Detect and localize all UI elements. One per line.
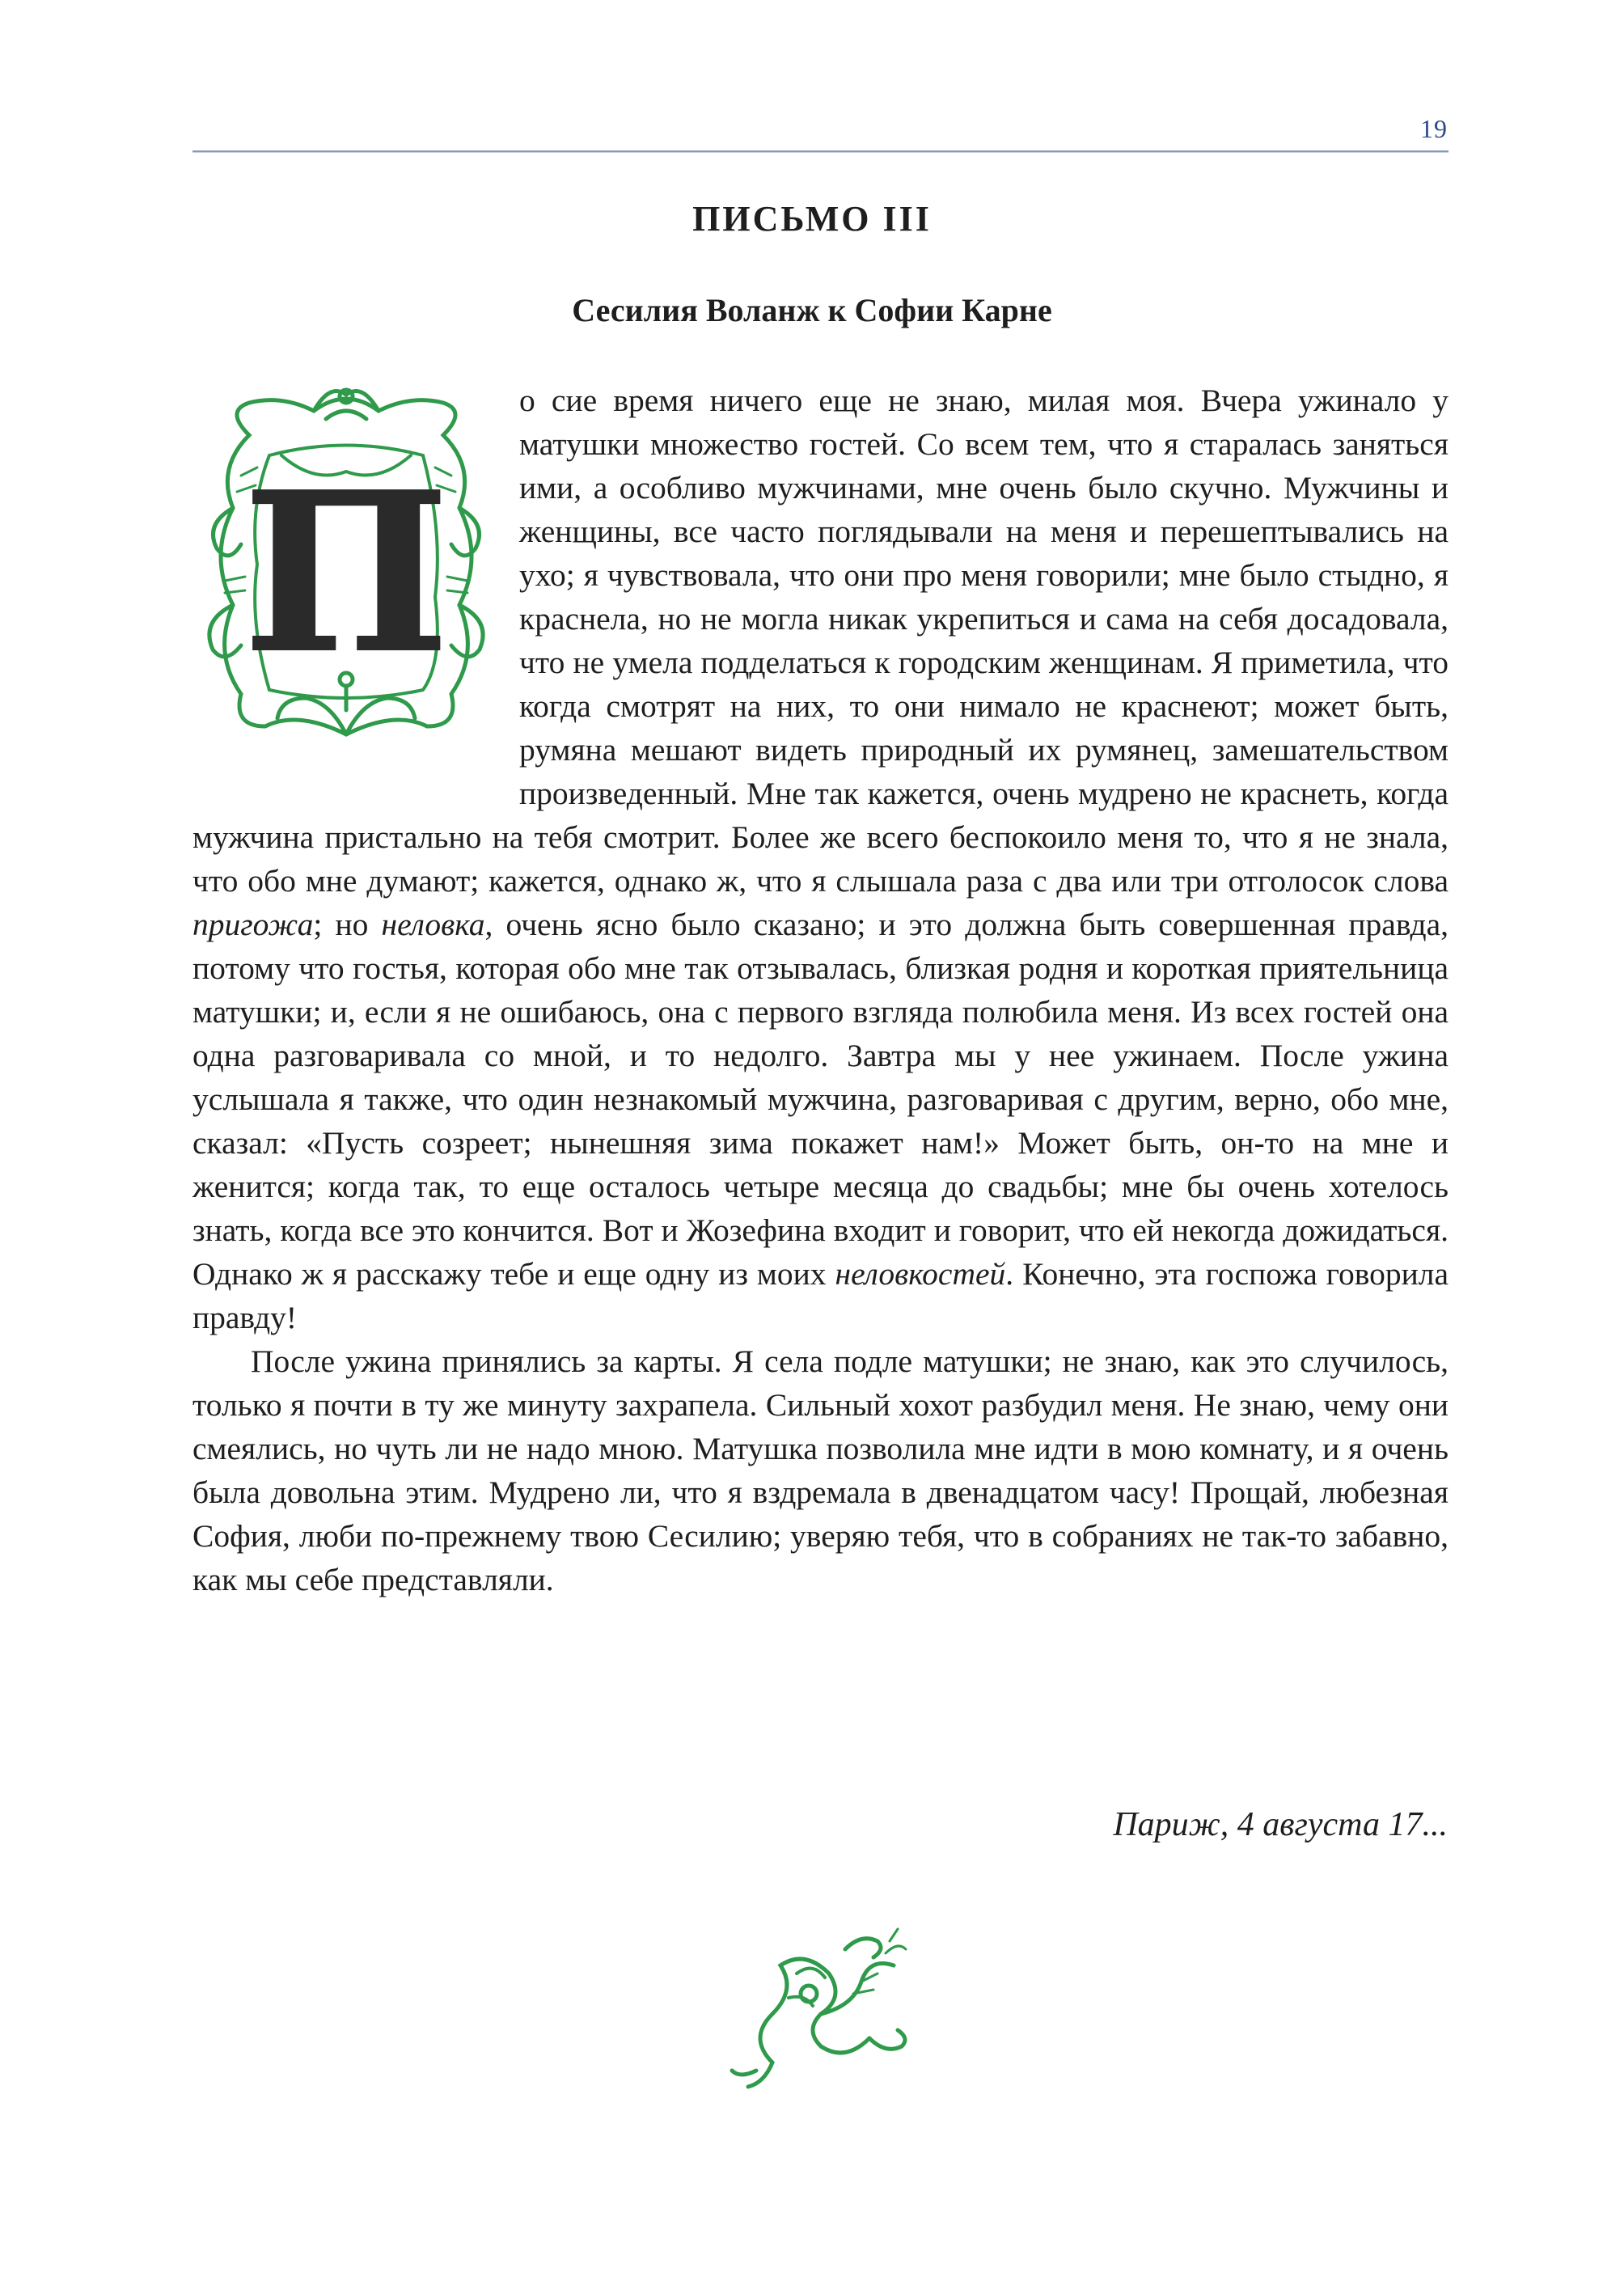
paragraph-1-text: о сие время ничего еще не знаю, милая моя. Вчера ужинало у матушки множество гостей. Со всем тем, что я старалась заняться ими, а особливо мужчинами, мне очень было скучно. Мужчины и женщины, все часто поглядывали на меня и перешептывались на ухо; я чувствовала, что они про меня говорили; мне было стыдно, я краснела, но не могла никак укрепиться и сама на себя досадовала, что не умела подделаться к городским женщинам. Я приметила, что когда смотрят на них, то они нимало не краснеют; может быть, румяна мешают видеть природный их румянец, замешательством произведенный. Мне так кажется, очень мудрено не краснеть, когда мужчина пристально на тебя смотрит. Более же всего беспокоило меня то, что я не знала, что обо мне думают; кажется, однако ж, что я слышала раза с два или три отголосок слова: [192, 383, 1448, 899]
letter-subtitle: Сесилия Воланж к Софии Карне: [572, 292, 1052, 328]
italic-word: неловкостей: [835, 1256, 1006, 1292]
drop-cap: [192, 379, 500, 775]
paragraph-1-text: . Конечно, эта госпожа говорила правду!: [192, 1256, 1448, 1335]
letter-body: [192, 379, 1448, 1601]
letter-signoff: Париж, 4 августа 17...: [1113, 1806, 1448, 1843]
floral-tailpiece-icon: [724, 1917, 918, 2095]
drop-cap-letter: П: [243, 444, 450, 701]
header-rule: [192, 150, 1448, 153]
italic-word: неловка: [381, 907, 485, 942]
italic-word: пригожа: [192, 907, 314, 942]
ornamental-frame-icon: [192, 379, 500, 751]
letter-title: ПИСЬМО III: [692, 199, 932, 239]
page-number: 19: [1420, 114, 1448, 143]
paragraph-2: После ужина принялись за карты. Я села подле матушки; не знаю, как это случилось, только я почти в ту же минуту захрапела. Сильный хохот разбудил меня. Не знаю, чему они смеялись, но чуть ли не надо мною. Матушка позволила мне идти в мою комнату, и я очень была довольна этим. Мудрено ли, что я вздремала в двенадцатом часу! Прощай, любезная София, люби по-прежнему твою Сесилию; уверяю тебя, что в собраниях не так-то забавно, как мы себе представляли.: [192, 1343, 1448, 1597]
paragraph-1-text: , очень ясно было сказано; и это должна быть совершенная правда, потому что гостья, которая обо мне так отзывалась, близкая родня и короткая приятельница матушки; и, если я не ошибаюсь, она с первого взгляда полюбила меня. Из всех гостей она одна разговаривала со мной, и то недолго. Завтра мы у нее ужинаем. После ужина услышала я также, что один незнакомый мужчина, разговаривая с другим, верно, обо мне, сказал: «Пусть созреет; нынешняя зима покажет нам!» Может быть, он-то на мне и женится; когда так, то еще осталось четыре месяца до свадьбы; мне бы очень хотелось знать, когда все это кончится. Вот и Жозефина входит и говорит, что ей некогда дожидаться. Однако ж я расскажу тебе и еще одну из моих: [192, 907, 1448, 1292]
paragraph-1-text: ; но: [313, 907, 382, 942]
